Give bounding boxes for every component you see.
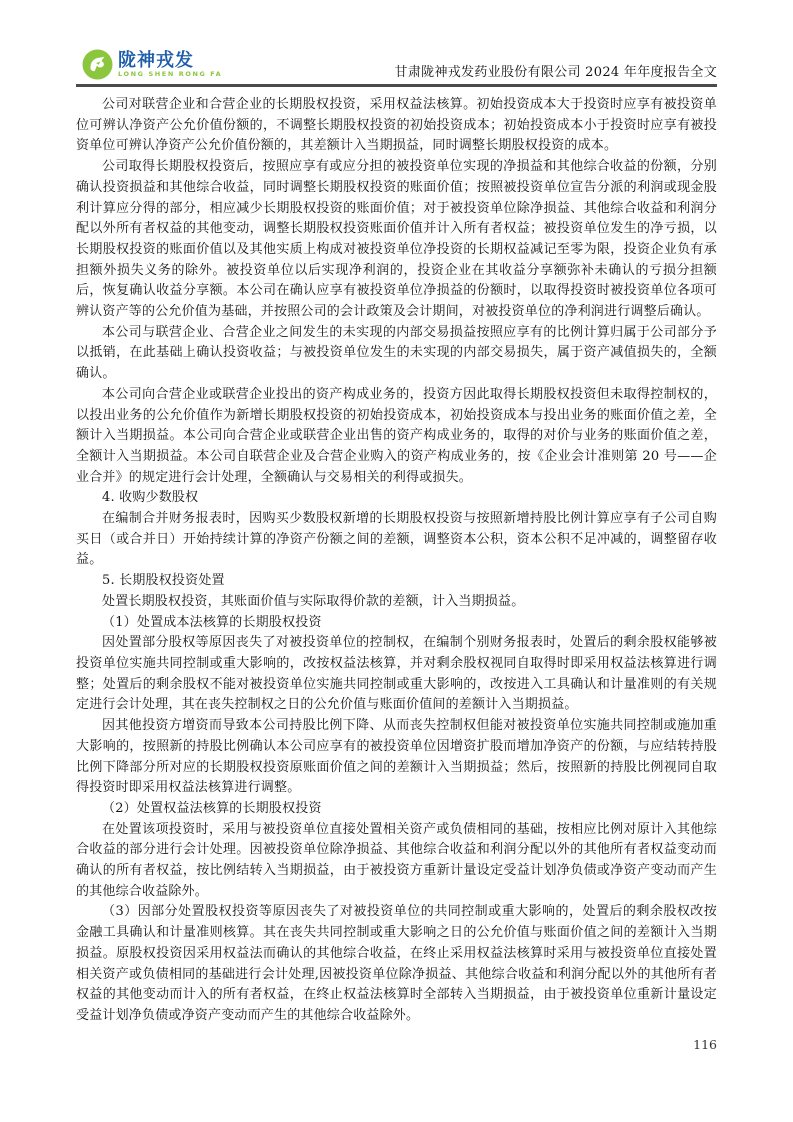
paragraph: 在编制合并财务报表时，因购买少数股权新增的长期股权投资与按照新增持股比例计算应享有子公司自购买日（或合并日）开始持续计算的净资产份额之间的差额，调整资本公积，资本公积不足冲减的，调整留存收益。	[76, 511, 717, 568]
paragraph: 公司对联营企业和合营企业的长期股权投资，采用权益法核算。初始投资成本大于投资时应享有被投资单位可辨认净资产公允价值份额的，不调整长期股权投资的初始投资成本；初始投资成本小于投资时应享有被投资单位可辨认净资产公允价值份额的，其差额计入当期损益，同时调整长期股权投资的成本。	[76, 97, 717, 154]
paragraph: 本公司与联营企业、合营企业之间发生的未实现的内部交易损益按照应享有的比例计算归属于公司部分予以抵销，在此基础上确认投资收益；与被投资单位发生的未实现的内部交易损失，属于资产减值损失的，全额确认。	[76, 324, 717, 382]
paragraph: 5. 长期股权投资处置	[102, 573, 225, 589]
paragraph: 公司取得长期股权投资后，按照应享有或应分担的被投资单位实现的净损益和其他综合收益的份额，分别确认投资损益和其他综合收益，同时调整长期股权投资的账面价值；按照被投资单位宣告分派的利润或现金股利计算应分得的部分，相应减少长期股权投资的账面价值；对于被投资单位除净损益、其他综合收益和利润分配以外所有者权益的其他变动，调整长期股权投资账面价值并计入所有者权益；被投资单位发生的净亏损，以长期股权投资的账面价值以及其他实质上构成对被投资单位净投资的长期权益减记至零为限，投资企业负有承担额外损失义务的除外。被投资单位以后实现净利润的，投资企业在其收益分享额弥补未确认的亏损分担额后，恢复确认收益分享额。本公司在确认应享有被投资单位净损益的份额时，以取得投资时被投资单位各项可辨认资产等的公允价值为基础，并按照公司的会计政策及会计期间，对被投资单位的净利润进行调整后确认。	[76, 159, 717, 320]
paragraph: 因其他投资方增资而导致本公司持股比例下降、从而丧失控制权但能对被投资单位实施共同控制或施加重大影响的，按照新的持股比例确认本公司应享有的被投资单位因增资扩股而增加净资产的份额，与应结转持股比例下降部分所对应的长期股权投资原账面价值之间的差额计入当期损益；然后，按照新的持股比例视同自取得投资时即采用权益法核算进行调整。	[76, 718, 717, 796]
paragraph: 因处置部分股权等原因丧失了对被投资单位的控制权，在编制个别财务报表时，处置后的剩余股权能够被投资单位实施共同控制或重大影响的，改按权益法核算，并对剩余股权视同自取得时即采用权益法核算进行调整；处置后的剩余股权不能对被投资单位实施共同控制或重大影响的，改按进入工具确认和计量准则的有关规定进行会计处理，其在丧失控制权之日的公允价值与账面价值间的差额计入当期损益。	[76, 635, 717, 713]
header-rule	[76, 84, 717, 87]
company-logo	[82, 49, 222, 80]
paragraph: 本公司向合营企业或联营企业投出的资产构成业务的，投资方因此取得长期股权投资但未取得控制权的，以投出业务的公允价值作为新增长期股权投资的初始投资成本，初始投资成本与投出业务的账面价值之差，全额计入当期损益。本公司向合营企业或联营企业出售的资产构成业务的，取得的对价与业务的账面价值之差，全额计入当期损益。本公司自联营企业及合营企业购入的资产构成业务的，按《企业会计准则第 20 号——企业合并》的规定进行会计处理，全额确认与交易相关的利得或损失。	[76, 386, 717, 485]
paragraph: 在处置该项投资时，采用与被投资单位直接处置相关资产或负债相同的基础，按相应比例对原计入其他综合收益的部分进行会计处理。因被投资单位除净损益、其他综合收益和利润分配以外的其他所有者权益变动而确认的所有者权益，按比例结转入当期损益，由于被投资方重新计量设定受益计划净负债或净资产变动而产生的其他综合收益除外。	[76, 821, 717, 899]
logo-text	[118, 49, 222, 78]
page-number: 116	[693, 1037, 717, 1052]
paragraph: 4. 收购少数股权	[102, 490, 199, 506]
logo-bird-icon	[82, 49, 113, 80]
paragraph: 处置长期股权投资，其账面价值与实际取得价款的差额，计入当期损益。	[102, 593, 525, 609]
paragraph: （3）因部分处置股权投资等原因丧失了对被投资单位的共同控制或重大影响的，处置后的剩余股权改按金融工具确认和计量准则核算。其在丧失共同控制或重大影响之日的公允价值与账面价值之间的差额计入当期损益。原股权投资因采用权益法而确认的其他综合收益，在终止采用权益法核算时采用与被投资单位直接处置相关资产或负债相同的基础进行会计处理,因被投资单位除净损益、其他综合收益和利润分配以外的其他所有者权益的其他变动而计入的所有者权益，在终止权益法核算时全部转入当期损益，由于被投资单位重新计量设定受益计划净负债或净资产变动而产生的其他综合收益除外。	[76, 904, 717, 1023]
paragraph: （1）处置成本法核算的长期股权投资	[102, 614, 322, 630]
report-header-title: 甘肃陇神戎发药业股份有限公司 2024 年年度报告全文	[394, 65, 717, 80]
document-body	[76, 95, 717, 1027]
logo-brand-cn: 陇神戎发	[118, 50, 194, 71]
logo-brand-en: LONG SHEN RONG FA	[118, 70, 223, 78]
paragraph: （2）处置权益法核算的长期股权投资	[102, 800, 322, 816]
